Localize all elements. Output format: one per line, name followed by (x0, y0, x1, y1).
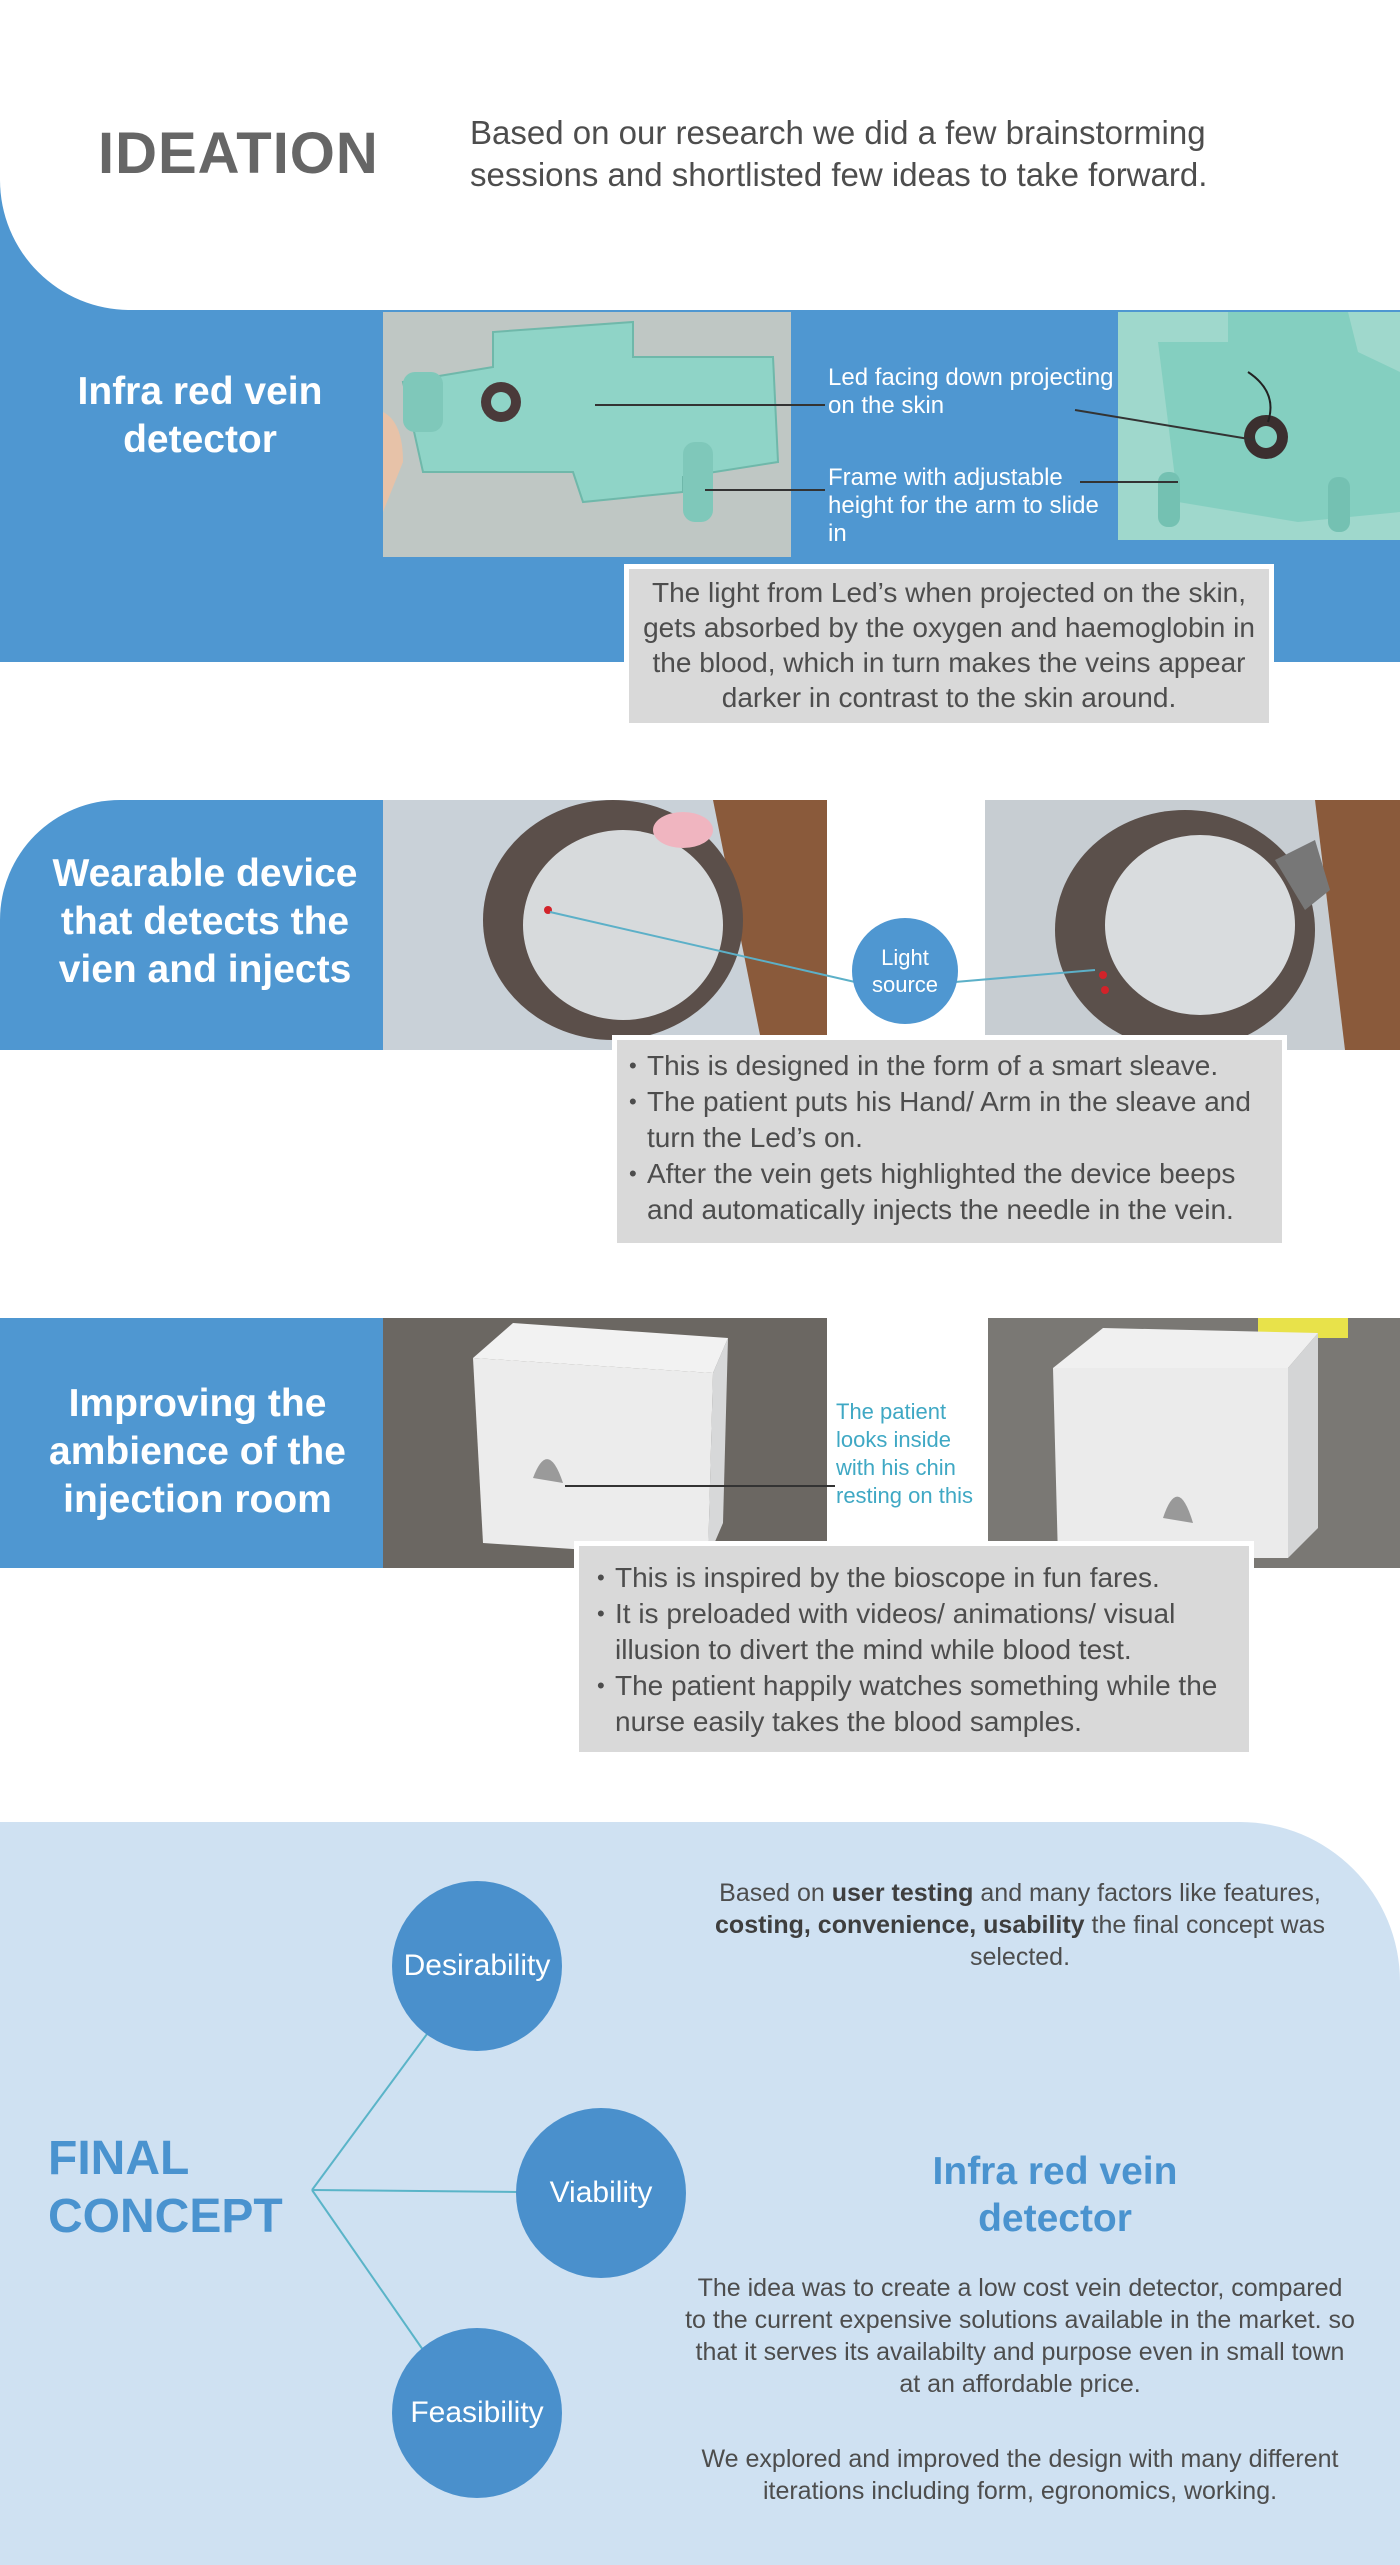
label-frame: Frame with adjustable height for the arm to slide in (828, 464, 1099, 547)
final-concept-title-line1: FINAL (48, 2132, 190, 2185)
idea2-title: Wearable device that detects the vien and injects (52, 852, 358, 991)
list-item: • This is designed in the form of a smart sleave. (629, 1048, 1270, 1084)
idea1-title: Infra red vein detector (77, 370, 323, 461)
list-item: • The patient happily watches something while the nurse easily takes the blood samples. (597, 1668, 1237, 1740)
list-item: • The patient puts his Hand/ Arm in the sleave and turn the Led’s on. (629, 1084, 1270, 1156)
circle-label: Viability (549, 2176, 653, 2209)
page-title: IDEATION (98, 121, 379, 186)
circle-label: Feasibility (410, 2396, 544, 2429)
final-concept-body: The idea was to create a low cost vein detector, compared to the current expensive solutions available in the market. so that it serves its availabilty and purpose even in small town at an affordable price. (685, 2274, 1355, 2398)
label-led: Led facing down projecting on the skin (828, 364, 1114, 419)
ideation-intro: Based on our research we did a few brainstorming sessions and shortlisted few ideas to take forward. (470, 114, 1208, 193)
selection-emphasis: costing, convenience, usability (715, 1911, 1085, 1939)
selection-emphasis: user testing (831, 1879, 974, 1907)
light-source-label: Light source (871, 945, 939, 997)
final-concept-body-2: We explored and improved the design with many different iterations including form, egronomics, working. (701, 2445, 1339, 2505)
list-item: • This is inspired by the bioscope in fun fares. (597, 1560, 1237, 1596)
final-selection-text (685, 1877, 1355, 1973)
list-item: • It is preloaded with videos/ animations/ visual illusion to divert the mind while blood test. (597, 1596, 1237, 1668)
final-concept-title (48, 2130, 283, 2246)
final-concept-subtitle: Infra red vein detector (932, 2150, 1178, 2240)
circle-label: Desirability (403, 1949, 551, 1982)
idea3-chin-note: The patient looks inside with his chin resting on this (836, 1399, 973, 1508)
circle-desirability (392, 1881, 562, 2051)
circle-viability (516, 2108, 686, 2278)
list-item: • After the vein gets highlighted the device beeps and automatically injects the needle in the vein. (629, 1156, 1270, 1228)
selection-part: and many factors like features, (973, 1879, 1321, 1907)
circle-feasibility (392, 2328, 562, 2498)
idea3-title: Improving the ambience of the injection room (49, 1382, 346, 1521)
selection-part: the final concept was selected. (969, 1911, 1325, 1971)
idea1-callout: The light from Led’s when projected on the skin, gets absorbed by the oxygen and haemoglobin in the blood, which in turn makes the veins appear darker in contrast to the skin around. (624, 564, 1274, 728)
final-concept-title-line2: CONCEPT (48, 2190, 283, 2243)
selection-part: Based on (719, 1879, 832, 1907)
